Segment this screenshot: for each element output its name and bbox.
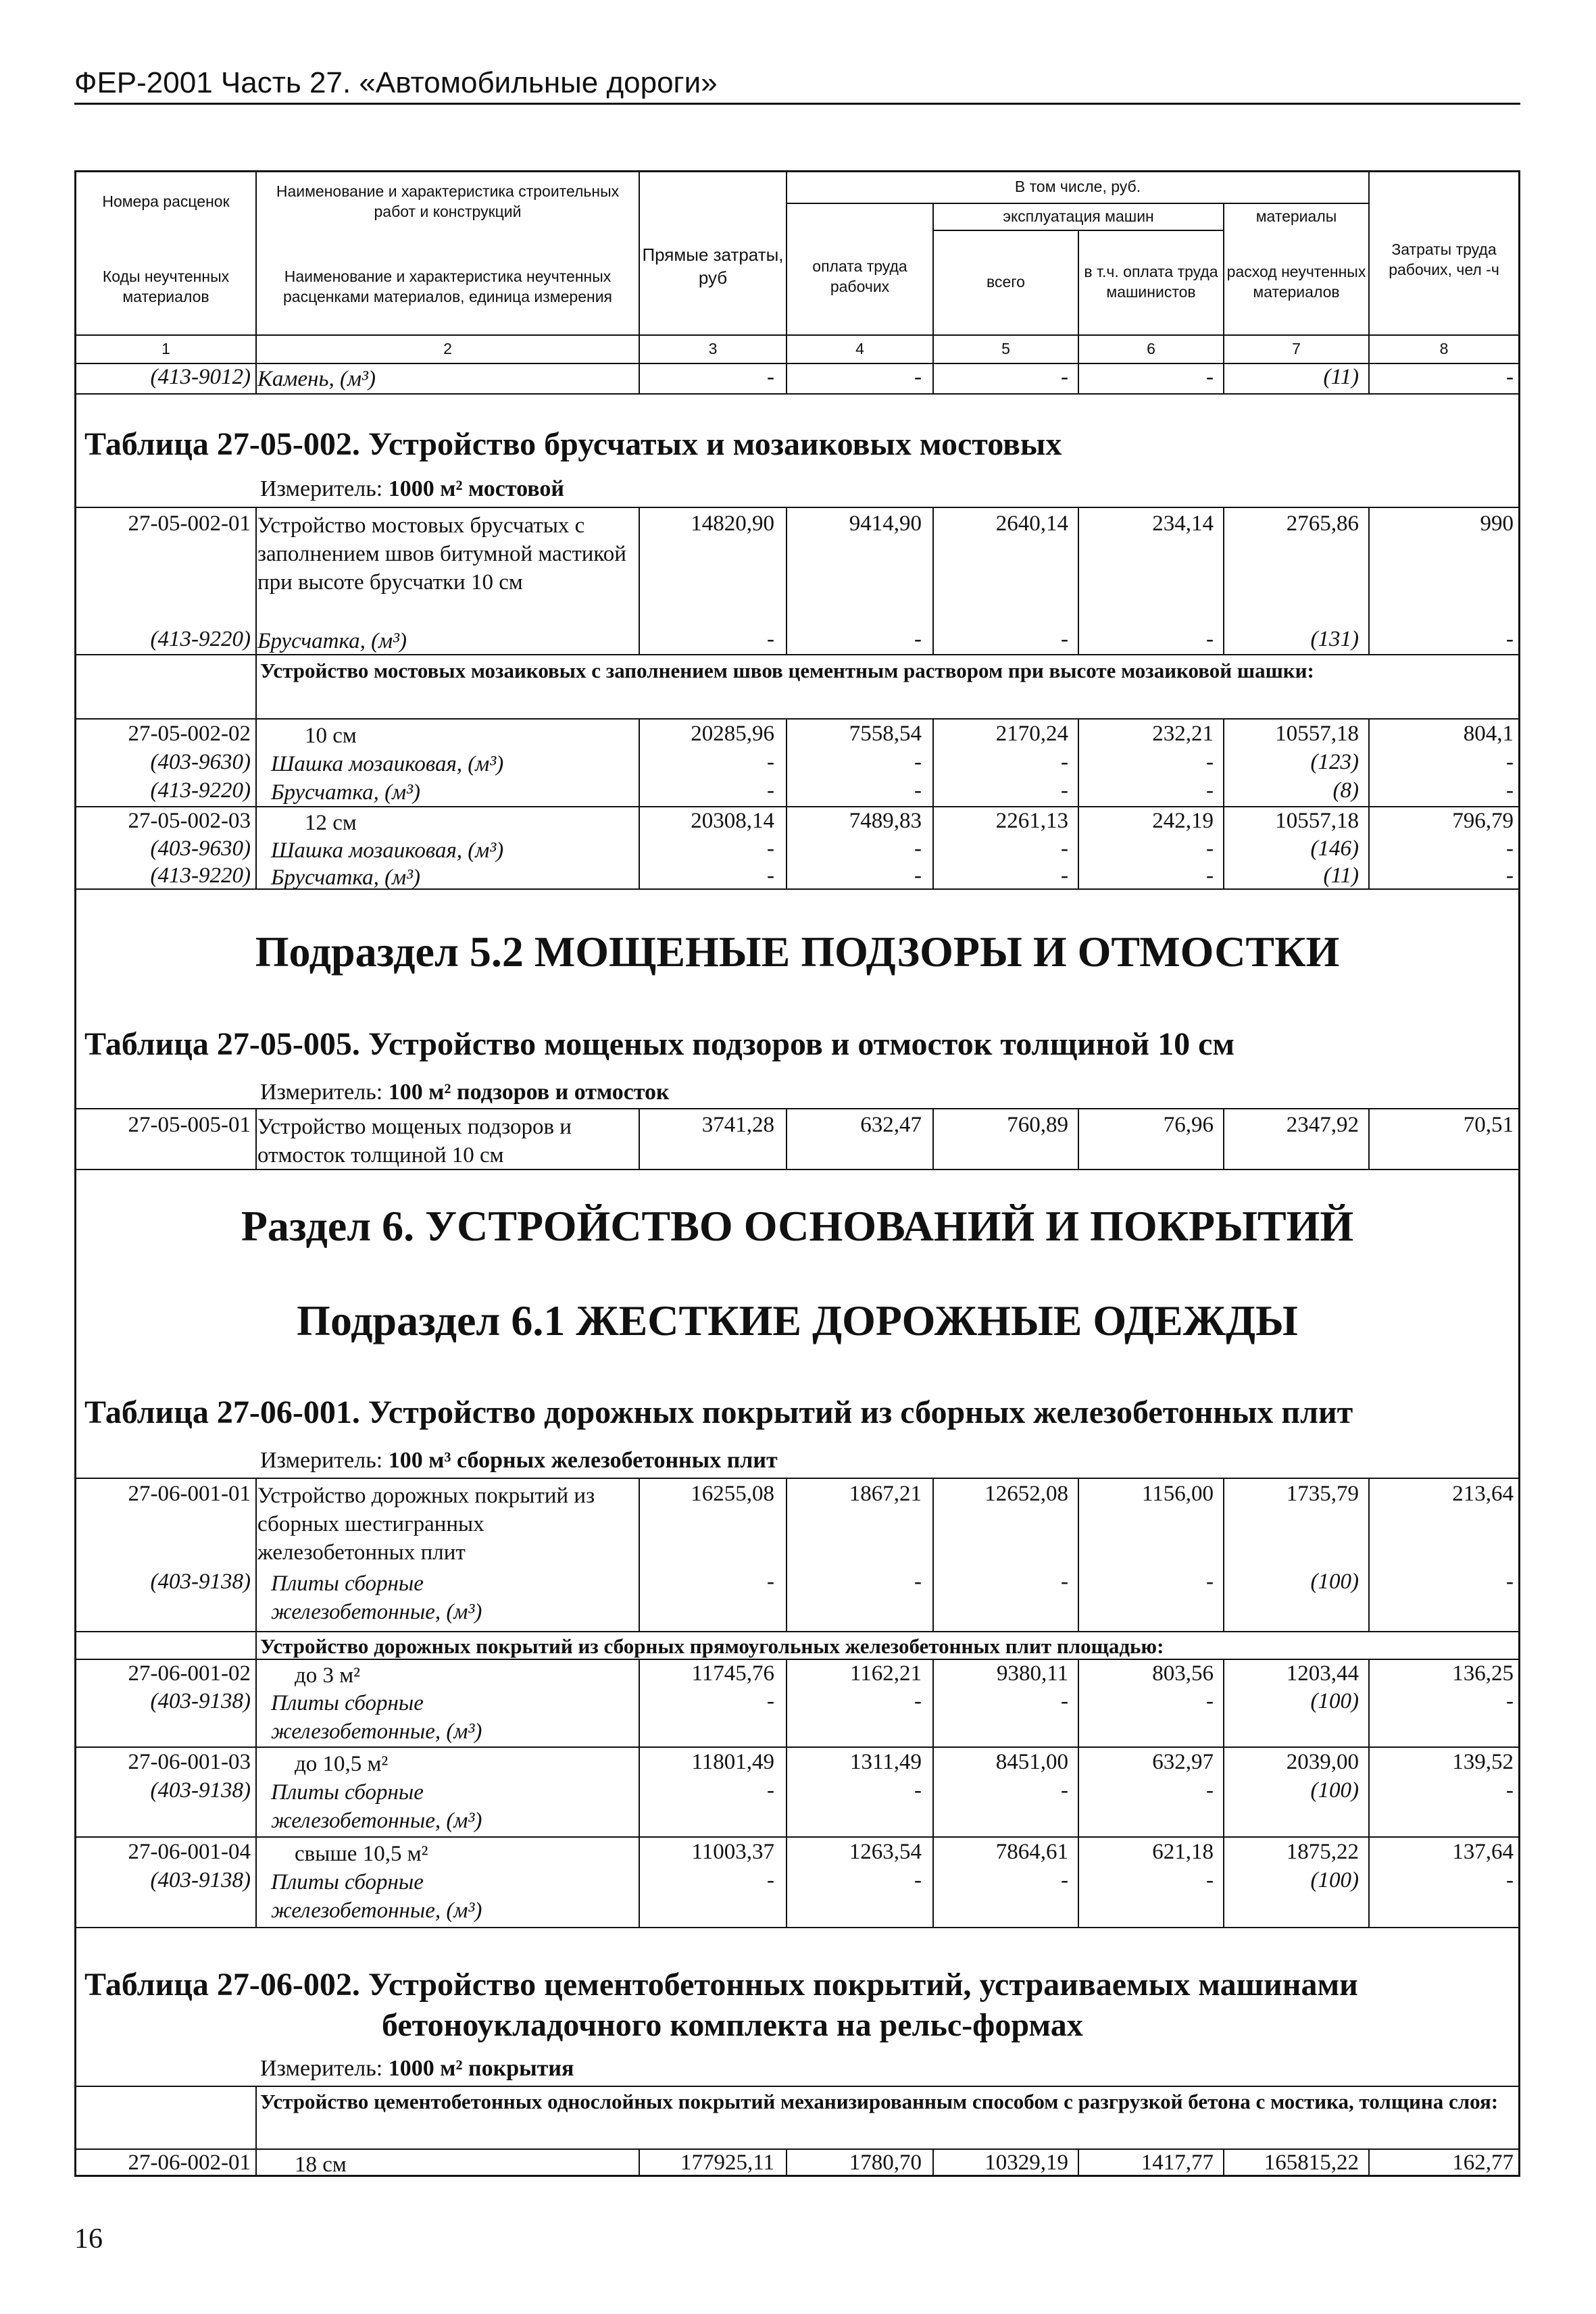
row-name: 12 см — [305, 811, 357, 835]
row-divider — [76, 888, 1518, 890]
col-header-7: расход неучтенных материалов — [1226, 262, 1366, 301]
cell: - — [1506, 627, 1514, 651]
cell: (131) — [1310, 627, 1359, 651]
subsection-heading: Подраздел 5.2 МОЩЕНЫЕ ПОДЗОРЫ И ОТМОСТКИ — [255, 928, 1340, 976]
meas-value: 100 м² подзоров и отмосток — [388, 1080, 670, 1105]
row-divider — [76, 363, 1518, 364]
cell: 1162,21 — [849, 1661, 922, 1686]
row-name: до 10,5 м² — [295, 1752, 389, 1776]
cell: 2170,24 — [995, 722, 1068, 746]
col-header-6: в т.ч. оплата труда машинистов — [1084, 262, 1218, 301]
row-name: 18 см — [295, 2153, 347, 2177]
measure-unit — [260, 476, 564, 502]
cell: 804,1 — [1463, 722, 1514, 746]
row-divider — [76, 2086, 1518, 2087]
cell: 20285,96 — [691, 722, 774, 746]
row-name: Плиты сборные железобетонные, (м³) — [271, 1870, 482, 1923]
cell: 8451,00 — [995, 1750, 1068, 1774]
cell: 11745,76 — [691, 1661, 774, 1686]
cell: 10557,18 — [1275, 722, 1359, 746]
cell: 10329,19 — [984, 2150, 1068, 2175]
col-header-4: оплата труда рабочих — [812, 257, 907, 295]
cell: 2640,14 — [995, 511, 1068, 536]
cell: - — [1206, 627, 1214, 651]
col-num: 3 — [708, 340, 718, 358]
cell: - — [1206, 365, 1214, 389]
group-heading: Устройство цементобетонных однослойных покрытий механизированным способом с разгрузкой бетона с мостика, толщина слоя: — [260, 2090, 1499, 2113]
section-heading: Раздел 6. УСТРОЙСТВО ОСНОВАНИЙ И ПОКРЫТИЙ — [241, 1202, 1354, 1250]
row-code: (403-9138) — [150, 1569, 251, 1594]
cell: 1203,44 — [1286, 1661, 1359, 1686]
cell: - — [1506, 863, 1514, 888]
col-num: 2 — [443, 340, 452, 358]
cell: (100) — [1310, 1778, 1359, 1803]
cell: - — [914, 750, 922, 774]
col-header-2b: Наименование и характеристика неучтенных расценками материалов, единица измерения — [282, 268, 612, 305]
cell: 14820,90 — [691, 511, 774, 536]
meas-prefix: Измеритель: — [260, 1080, 389, 1105]
page-header: ФЕР-2001 Часть 27. «Автомобильные дороги» — [74, 66, 718, 99]
cell: 632,97 — [1152, 1750, 1214, 1774]
cell: 632,47 — [860, 1113, 922, 1137]
col-header-incl: В том числе, руб. — [1014, 178, 1141, 196]
cell: - — [1061, 750, 1068, 774]
row-code: 27-05-005-01 — [128, 1113, 251, 1137]
col-divider — [786, 1478, 787, 1631]
cell: - — [914, 778, 922, 803]
cell: (11) — [1323, 863, 1359, 888]
row-name: Плиты сборные железобетонные, (м³) — [271, 1691, 482, 1744]
cell: - — [767, 863, 774, 888]
row-code: (403-9138) — [150, 1778, 251, 1803]
row-code: (403-9138) — [150, 1689, 251, 1713]
col-divider — [255, 2086, 257, 2177]
cell: 621,18 — [1152, 1840, 1214, 1864]
cell: - — [767, 1868, 774, 1892]
cell: - — [767, 1778, 774, 1803]
col-divider — [786, 718, 787, 888]
cell: - — [914, 1569, 922, 1594]
meas-prefix: Измеритель: — [260, 2056, 389, 2081]
cell: - — [1506, 1569, 1514, 1594]
col-divider — [786, 2148, 787, 2177]
row-code: 27-05-002-02 — [128, 722, 251, 746]
col-num: 5 — [1001, 340, 1010, 358]
cell: (100) — [1310, 1868, 1359, 1892]
cell: 7864,61 — [995, 1840, 1068, 1864]
cell: - — [1061, 778, 1068, 803]
cell: 1875,22 — [1286, 1840, 1359, 1864]
row-name: Брусчатка, (м³) — [271, 865, 421, 890]
col-num: 7 — [1292, 340, 1301, 358]
col-divider — [255, 1478, 257, 1927]
row-name: свыше 10,5 м² — [295, 1842, 428, 1866]
row-code: 27-06-001-01 — [128, 1482, 251, 1506]
row-code: (413-9012) — [150, 365, 251, 389]
cell: - — [1506, 1689, 1514, 1713]
row-code: (413-9220) — [150, 863, 251, 888]
row-divider — [932, 230, 1223, 231]
cell: 10557,18 — [1275, 809, 1359, 833]
cell: - — [1506, 778, 1514, 803]
cell: 177925,11 — [680, 2150, 774, 2175]
group-heading: Устройство дорожных покрытий из сборных прямоугольных железобетонных плит площадью: — [260, 1634, 1164, 1658]
cell: 162,77 — [1452, 2150, 1514, 2175]
row-divider — [76, 2148, 1518, 2150]
row-name: Камень, (м³) — [257, 367, 376, 391]
cell: 70,51 — [1463, 1113, 1514, 1137]
cell: - — [1061, 863, 1068, 888]
col-num: 1 — [161, 340, 170, 358]
cell: - — [1061, 1868, 1068, 1892]
row-code: 27-06-001-03 — [128, 1750, 251, 1774]
col-header-3: Прямые затраты, руб — [642, 245, 784, 288]
cell: - — [914, 365, 922, 389]
cell: 1417,77 — [1141, 2150, 1214, 2175]
cell: - — [1206, 836, 1214, 861]
cell: 1156,00 — [1141, 1482, 1214, 1506]
col-header-1b: Коды неучтенных материалов — [102, 268, 230, 305]
cell: - — [1206, 1569, 1214, 1594]
cell: 11801,49 — [691, 1750, 774, 1774]
cell: 2347,92 — [1286, 1113, 1359, 1137]
meas-prefix: Измеритель: — [260, 1448, 389, 1473]
cell: 1867,21 — [849, 1482, 922, 1506]
cell: - — [1506, 1868, 1514, 1892]
row-code: (403-9138) — [150, 1868, 251, 1892]
cell: - — [767, 365, 774, 389]
row-divider — [76, 1659, 1518, 1660]
row-code: 27-05-002-03 — [128, 809, 251, 833]
row-code: (413-9220) — [150, 778, 251, 803]
cell: 76,96 — [1163, 1113, 1214, 1137]
subsection-heading: Подраздел 6.1 ЖЕСТКИЕ ДОРОЖНЫЕ ОДЕЖДЫ — [297, 1297, 1298, 1344]
table-title: Таблица 27-06-001. Устройство дорожных покрытий из сборных железобетонных плит — [84, 1394, 1353, 1430]
cell: 11003,37 — [691, 1840, 774, 1864]
row-divider — [76, 1108, 1518, 1109]
cell: 234,14 — [1152, 511, 1214, 536]
cell: 1735,79 — [1286, 1482, 1359, 1506]
row-divider — [76, 393, 1518, 395]
cell: 9380,11 — [996, 1661, 1068, 1686]
table-title: Таблица 27-06-002. Устройство цементобетонных покрытий, устраиваемых машинами — [84, 1967, 1358, 2003]
cell: - — [1061, 1569, 1068, 1594]
row-name: Брусчатка, (м³) — [271, 780, 421, 805]
cell: - — [1061, 1778, 1068, 1803]
meas-value: 1000 м² мостовой — [388, 476, 564, 501]
row-name: Устройство дорожных покрытий из сборных шестигранных железобетонных плит — [257, 1484, 595, 1565]
col-num: 8 — [1439, 340, 1449, 358]
cell: (100) — [1310, 1689, 1359, 1713]
row-divider — [76, 1478, 1518, 1479]
cell: 796,79 — [1452, 809, 1514, 833]
row-code: (403-9630) — [150, 836, 251, 861]
cell: 232,21 — [1152, 722, 1214, 746]
cell: (100) — [1310, 1569, 1359, 1594]
cell: 16255,08 — [691, 1482, 774, 1506]
measure-unit — [260, 1448, 778, 1474]
cell: - — [914, 1868, 922, 1892]
measure-unit — [260, 2056, 574, 2082]
cell: - — [767, 778, 774, 803]
cell: - — [1061, 627, 1068, 651]
cell: 803,56 — [1152, 1661, 1214, 1686]
row-code: (413-9220) — [150, 627, 251, 651]
cell: 9414,90 — [849, 511, 922, 536]
row-code: 27-06-001-04 — [128, 1840, 251, 1864]
cell: - — [1506, 365, 1514, 389]
cell: - — [1061, 836, 1068, 861]
cell: - — [767, 750, 774, 774]
cell: 3741,28 — [701, 1113, 774, 1137]
measure-unit — [260, 1080, 670, 1105]
cell: (123) — [1310, 750, 1359, 774]
col-header-1a: Номера расценок — [102, 193, 230, 211]
table-title-line2: бетоноукладочного комплекта на рельс-формах — [382, 2007, 1083, 2043]
row-name: Брусчатка, (м³) — [257, 629, 407, 653]
row-divider — [76, 1169, 1518, 1170]
cell: (8) — [1332, 778, 1359, 803]
col-num: 4 — [855, 340, 864, 358]
row-name: Шашка мозаиковая, (м³) — [271, 752, 504, 776]
cell: (11) — [1323, 365, 1359, 389]
cell: 213,64 — [1452, 1482, 1514, 1506]
cell: - — [914, 836, 922, 861]
cell: 12652,08 — [984, 1482, 1068, 1506]
meas-prefix: Измеритель: — [260, 476, 389, 501]
cell: 1263,54 — [849, 1840, 922, 1864]
cell: - — [1061, 365, 1068, 389]
row-name: Плиты сборные железобетонные, (м³) — [271, 1780, 482, 1834]
cell: - — [1061, 1689, 1068, 1713]
cell: - — [914, 1689, 922, 1713]
cell: 7558,54 — [849, 722, 922, 746]
cell: - — [914, 863, 922, 888]
cell: 242,19 — [1152, 809, 1214, 833]
page-number: 16 — [74, 2223, 103, 2255]
row-divider — [76, 507, 1518, 508]
row-code: 27-06-001-02 — [128, 1661, 251, 1686]
group-heading: Устройство мостовых мозаиковых с заполнением швов цементным раствором при высоте мозаиковой шашки: — [260, 659, 1314, 682]
col-divider — [786, 1659, 787, 1927]
col-header-5: всего — [987, 272, 1025, 291]
cell: (146) — [1310, 836, 1359, 861]
col-divider — [786, 507, 787, 654]
row-code: (403-9630) — [150, 750, 251, 774]
cell: 1780,70 — [849, 2150, 922, 2175]
row-divider — [76, 718, 1518, 720]
cell: 7489,83 — [849, 809, 922, 833]
row-name: 10 см — [305, 724, 357, 748]
row-name: до 3 м² — [295, 1663, 361, 1688]
cell: - — [1206, 1868, 1214, 1892]
table-title: Таблица 27-05-005. Устройство мощеных подзоров и отмосток толщиной 10 см — [84, 1026, 1235, 1062]
row-divider — [76, 1836, 1518, 1838]
col-header-8: Затраты труда рабочих, чел -ч — [1389, 241, 1499, 278]
cell: 990 — [1480, 511, 1514, 536]
row-divider — [76, 806, 1518, 807]
cell: - — [1206, 1689, 1214, 1713]
row-divider — [76, 1927, 1518, 1928]
cell: - — [767, 1569, 774, 1594]
cell: - — [914, 1778, 922, 1803]
cell: 1311,49 — [849, 1750, 922, 1774]
cell: - — [767, 627, 774, 651]
col-header-mat: материалы — [1255, 207, 1337, 226]
col-divider — [255, 1108, 257, 1169]
cell: - — [767, 836, 774, 861]
cell: 2039,00 — [1286, 1750, 1359, 1774]
cell: - — [1206, 750, 1214, 774]
row-name: Шашка мозаиковая, (м³) — [271, 838, 504, 863]
cell: 20308,14 — [691, 809, 774, 833]
row-divider — [76, 1746, 1518, 1748]
cell: 136,25 — [1452, 1661, 1514, 1686]
row-name: Устройство мощеных подзоров и отмосток толщиной 10 см — [257, 1115, 572, 1168]
row-code: 27-05-002-01 — [128, 511, 251, 536]
cell: - — [1206, 1778, 1214, 1803]
cell: - — [914, 627, 922, 651]
cell: 2765,86 — [1286, 511, 1359, 536]
meas-value: 100 м³ сборных железобетонных плит — [388, 1448, 778, 1473]
row-divider — [76, 654, 1518, 655]
cell: - — [1506, 836, 1514, 861]
cell: 760,89 — [1007, 1113, 1068, 1137]
cell: - — [1506, 1778, 1514, 1803]
col-num: 6 — [1147, 340, 1155, 358]
cell: - — [1506, 750, 1514, 774]
cell: - — [1206, 863, 1214, 888]
cell: 2261,13 — [995, 809, 1068, 833]
row-code: 27-06-002-01 — [128, 2150, 251, 2175]
col-divider — [255, 507, 257, 888]
col-header-2a: Наименование и характеристика строительных работ и конструкций — [276, 182, 620, 220]
row-name: Плиты сборные железобетонные, (м³) — [271, 1571, 482, 1625]
cell: - — [1206, 778, 1214, 803]
cell: - — [767, 1689, 774, 1713]
col-divider — [786, 1108, 787, 1169]
cell: 137,64 — [1452, 1840, 1514, 1864]
table-title: Таблица 27-05-002. Устройство брусчатых и мозаиковых мостовых — [84, 426, 1062, 462]
cell: 165815,22 — [1264, 2150, 1359, 2175]
row-name: Устройство мостовых брусчатых с заполнением швов битумной мастикой при высоте брусчатки 10 см — [257, 513, 626, 595]
header-rule — [74, 103, 1520, 105]
meas-value: 1000 м² покрытия — [388, 2056, 574, 2081]
col-header-exp: эксплуатация машин — [1003, 207, 1154, 226]
cell: 139,52 — [1452, 1750, 1514, 1774]
